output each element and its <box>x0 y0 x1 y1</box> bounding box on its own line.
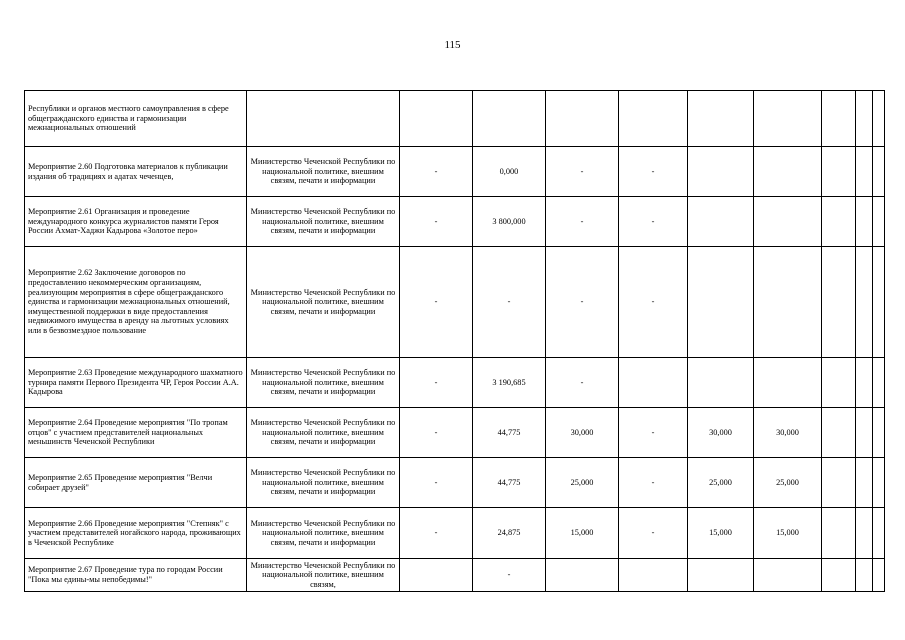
event-cell: Мероприятие 2.62 Заключение договоров по предоставлению некоммерческим организациям, реализующим мероприятия в сфере общегражданского единства и гармонизации межнациональных отношений, имущественной поддержки в виде предоставления недвижимого имущества в аренду на льготных условиях или в безвозмездное пользование <box>25 247 247 358</box>
value-cell <box>856 197 873 247</box>
executor-cell <box>247 91 400 147</box>
value-cell <box>822 91 856 147</box>
executor-cell: Министерство Чеченской Республики по национальной политике, внешним связям, печати и информации <box>247 458 400 508</box>
value-cell <box>822 559 856 592</box>
value-cell: 25,000 <box>546 458 619 508</box>
value-cell: 30,000 <box>688 408 754 458</box>
value-cell <box>688 247 754 358</box>
value-cell <box>473 91 546 147</box>
table-row <box>25 559 885 592</box>
value-cell: - <box>546 358 619 408</box>
value-cell: - <box>400 197 473 247</box>
value-cell <box>856 247 873 358</box>
value-cell: - <box>400 147 473 197</box>
event-cell: Мероприятие 2.66 Проведение мероприятия "Степняк" с участием представителей ногайского народа, проживающих в Чеченской Республике <box>25 508 247 559</box>
table-row <box>25 458 885 508</box>
value-cell: - <box>546 197 619 247</box>
executor-cell: Министерство Чеченской Республики по национальной политике, внешним связям, печати и информации <box>247 508 400 559</box>
event-cell: Республики и органов местного самоуправления в сфере общегражданского единства и гармонизации межнациональных отношений <box>25 91 247 147</box>
value-cell <box>754 147 822 197</box>
value-cell <box>754 197 822 247</box>
value-cell <box>873 358 885 408</box>
value-cell <box>619 559 688 592</box>
executor-cell: Министерство Чеченской Республики по национальной политике, внешним связям, <box>247 559 400 592</box>
executor-cell: Министерство Чеченской Республики по национальной политике, внешним связям, печати и информации <box>247 147 400 197</box>
value-cell: - <box>400 408 473 458</box>
event-cell: Мероприятие 2.64 Проведение мероприятия "По тропам отцов" с участием представителей национальных меньшинств Чеченской Республики <box>25 408 247 458</box>
executor-cell: Министерство Чеченской Республики по национальной политике, внешним связям, печати и информации <box>247 197 400 247</box>
value-cell: - <box>619 508 688 559</box>
value-cell: - <box>400 247 473 358</box>
value-cell <box>822 408 856 458</box>
value-cell <box>400 91 473 147</box>
value-cell: - <box>619 247 688 358</box>
executor-cell: Министерство Чеченской Республики по национальной политике, внешним связям, печати и информации <box>247 408 400 458</box>
value-cell <box>688 197 754 247</box>
value-cell <box>856 358 873 408</box>
value-cell <box>546 91 619 147</box>
value-cell <box>822 458 856 508</box>
value-cell <box>822 197 856 247</box>
value-cell <box>873 197 885 247</box>
table-row <box>25 147 885 197</box>
value-cell <box>873 408 885 458</box>
value-cell <box>873 559 885 592</box>
value-cell: - <box>400 458 473 508</box>
value-cell: - <box>619 147 688 197</box>
value-cell <box>754 358 822 408</box>
value-cell: - <box>619 458 688 508</box>
value-cell: - <box>546 247 619 358</box>
value-cell <box>873 247 885 358</box>
event-cell: Мероприятие 2.63 Проведение международного шахматного турнира памяти Первого Президента ЧР, Героя России А.А. Кадырова <box>25 358 247 408</box>
value-cell: - <box>400 508 473 559</box>
value-cell <box>688 147 754 197</box>
value-cell: 15,000 <box>688 508 754 559</box>
value-cell <box>754 559 822 592</box>
value-cell <box>873 91 885 147</box>
table-row <box>25 508 885 559</box>
value-cell <box>688 358 754 408</box>
program-activities-table <box>24 90 885 592</box>
value-cell <box>754 91 822 147</box>
value-cell: - <box>619 408 688 458</box>
value-cell <box>856 147 873 197</box>
value-cell: - <box>400 358 473 408</box>
table-row <box>25 358 885 408</box>
table-row <box>25 247 885 358</box>
executor-cell: Министерство Чеченской Республики по национальной политике, внешним связям, печати и информации <box>247 247 400 358</box>
table-row <box>25 91 885 147</box>
value-cell <box>546 559 619 592</box>
value-cell: - <box>473 559 546 592</box>
value-cell: 44,775 <box>473 458 546 508</box>
value-cell: 30,000 <box>754 408 822 458</box>
table-row <box>25 197 885 247</box>
value-cell: 15,000 <box>546 508 619 559</box>
value-cell <box>856 458 873 508</box>
value-cell <box>856 408 873 458</box>
value-cell: 25,000 <box>754 458 822 508</box>
value-cell <box>619 358 688 408</box>
value-cell: 0,000 <box>473 147 546 197</box>
event-cell: Мероприятие 2.61 Организация и проведение международного конкурса журналистов памяти Героя России Ахмат-Хаджи Кадырова «Золотое перо» <box>25 197 247 247</box>
value-cell <box>822 147 856 197</box>
event-cell: Мероприятие 2.67 Проведение тура по городам России "Пока мы едины-мы непобедимы!" <box>25 559 247 592</box>
value-cell <box>400 559 473 592</box>
value-cell <box>856 559 873 592</box>
table-row <box>25 408 885 458</box>
value-cell: 3 190,685 <box>473 358 546 408</box>
value-cell <box>822 247 856 358</box>
value-cell <box>619 91 688 147</box>
value-cell: - <box>619 197 688 247</box>
value-cell <box>822 358 856 408</box>
value-cell <box>873 458 885 508</box>
event-cell: Мероприятие 2.60 Подготовка материалов к публикации издания об традициях и адатах чеченцев, <box>25 147 247 197</box>
event-cell: Мероприятие 2.65 Проведение мероприятия "Велчи собирает друзей" <box>25 458 247 508</box>
value-cell: - <box>546 147 619 197</box>
executor-cell: Министерство Чеченской Республики по национальной политике, внешним связям, печати и информации <box>247 358 400 408</box>
value-cell: 25,000 <box>688 458 754 508</box>
value-cell <box>856 508 873 559</box>
page-number: 115 <box>444 39 461 51</box>
value-cell <box>688 91 754 147</box>
value-cell <box>873 147 885 197</box>
value-cell: 44,775 <box>473 408 546 458</box>
value-cell: 3 800,000 <box>473 197 546 247</box>
value-cell: - <box>473 247 546 358</box>
value-cell <box>688 559 754 592</box>
value-cell: 24,875 <box>473 508 546 559</box>
value-cell <box>822 508 856 559</box>
value-cell: 30,000 <box>546 408 619 458</box>
value-cell <box>873 508 885 559</box>
value-cell <box>754 247 822 358</box>
value-cell: 15,000 <box>754 508 822 559</box>
value-cell <box>856 91 873 147</box>
